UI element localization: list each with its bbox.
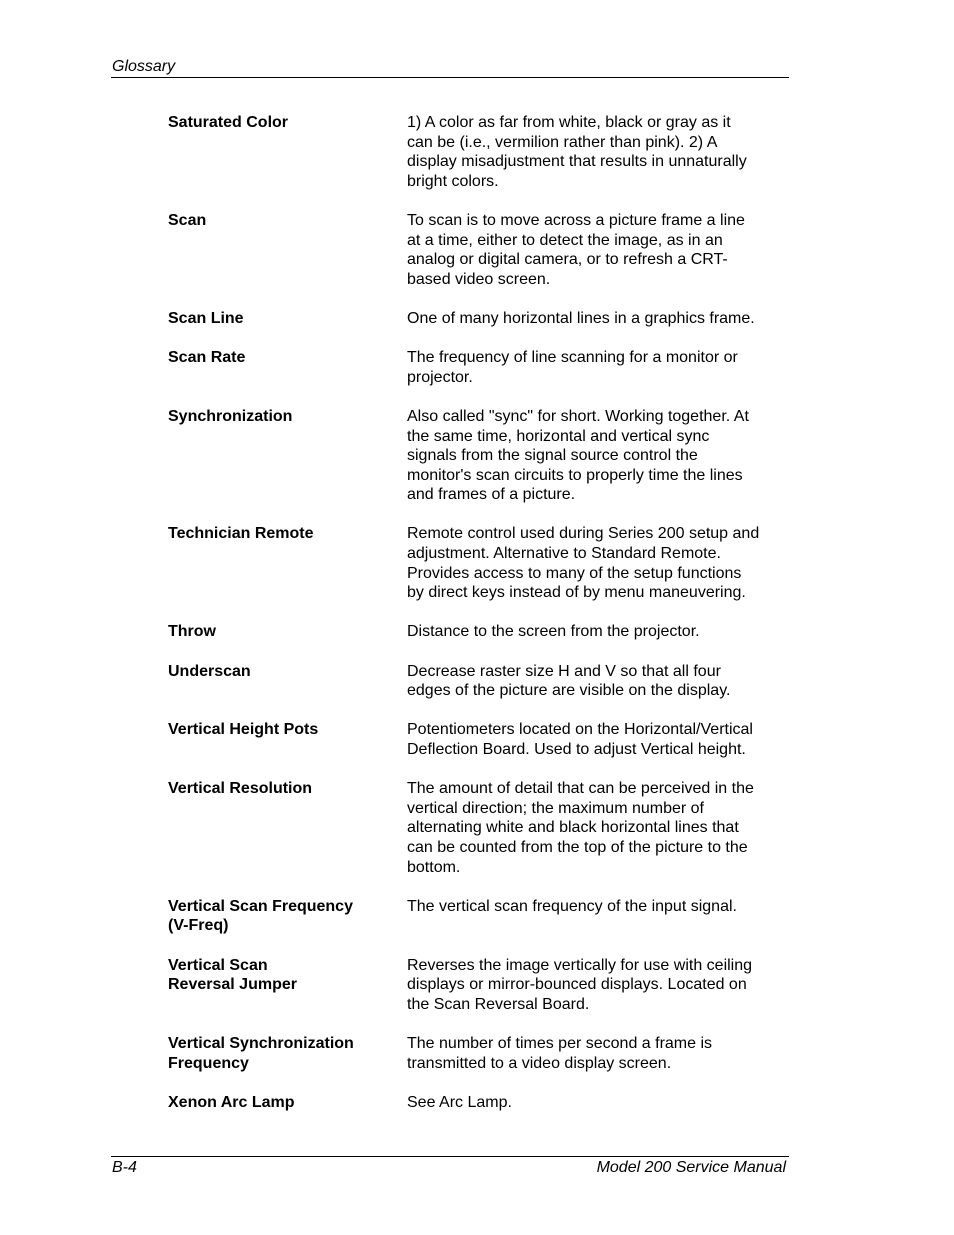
glossary-term: Scan Line bbox=[168, 309, 244, 327]
glossary-term: Vertical Scan Frequency (V-Freq) bbox=[168, 897, 353, 935]
glossary-definition: The amount of detail that can be perceived in the vertical direction; the maximum number of alternating white and black horizontal lines that can be counted from the top of the picture to the bottom. bbox=[407, 780, 754, 876]
glossary-entry bbox=[168, 309, 790, 329]
glossary-entry bbox=[168, 956, 790, 1015]
glossary-definition: Reverses the image vertically for use with ceiling displays or mirror-bounced displays. Located on the Scan Reversal Board. bbox=[407, 956, 753, 1013]
header-divider bbox=[111, 77, 789, 78]
page-number: B-4 bbox=[112, 1159, 137, 1176]
glossary-entry bbox=[168, 407, 790, 505]
glossary-term: Saturated Color bbox=[168, 114, 289, 131]
glossary-term: Vertical Synchronization Frequency bbox=[168, 1034, 354, 1072]
glossary-definition: See Arc Lamp. bbox=[407, 1093, 512, 1111]
glossary-term: Vertical Resolution bbox=[168, 780, 313, 798]
glossary-term: Synchronization bbox=[168, 407, 293, 425]
glossary-term: Vertical Height Pots bbox=[168, 721, 319, 739]
glossary-definition: Also called "sync" for short. Working together. At the same time, horizontal and vertical sync signals from the signal source control the monitor's scan circuits to properly time the lines and frames of a picture. bbox=[407, 407, 749, 504]
glossary-term: Xenon Arc Lamp bbox=[168, 1093, 295, 1111]
glossary-definition: Distance to the screen from the projector. bbox=[407, 623, 700, 641]
glossary-definition: The frequency of line scanning for a monitor or projector. bbox=[407, 349, 738, 386]
glossary-definition: The vertical scan frequency of the input signal. bbox=[407, 897, 737, 915]
glossary-definition: The number of times per second a frame is transmitted to a video display screen. bbox=[407, 1034, 713, 1072]
glossary-definition: To scan is to move across a picture frame a line at a time, either to detect the image, as in an analog or digital camera, or to refresh a CRT- based video screen. bbox=[407, 211, 745, 288]
glossary-definition: 1) A color as far from white, black or gray as it can be (i.e., vermilion rather than pink). 2) A display misadjustment that results in unnaturally bright colors. bbox=[407, 114, 747, 190]
glossary-entry bbox=[168, 779, 790, 877]
glossary-entry bbox=[168, 1034, 790, 1073]
glossary-term: Technician Remote bbox=[168, 525, 314, 543]
page-header-title: Glossary bbox=[112, 58, 176, 75]
glossary-entry bbox=[168, 1093, 790, 1113]
glossary-list bbox=[168, 113, 790, 1132]
glossary-entry bbox=[168, 720, 790, 759]
glossary-term: Throw bbox=[168, 623, 216, 641]
footer-divider bbox=[111, 1156, 789, 1157]
glossary-definition: One of many horizontal lines in a graphics frame. bbox=[407, 309, 755, 327]
glossary-entry bbox=[168, 524, 790, 602]
glossary-term: Scan bbox=[168, 211, 207, 229]
glossary-term: Vertical Scan Reversal Jumper bbox=[168, 956, 297, 994]
glossary-entry bbox=[168, 113, 790, 191]
glossary-entry bbox=[168, 348, 790, 387]
glossary-entry bbox=[168, 662, 790, 701]
glossary-definition: Decrease raster size H and V so that all four edges of the picture are visible on the display. bbox=[407, 662, 731, 700]
glossary-term: Underscan bbox=[168, 662, 251, 680]
glossary-entry bbox=[168, 211, 790, 289]
manual-title: Model 200 Service Manual bbox=[596, 1159, 786, 1176]
glossary-entry bbox=[168, 622, 790, 642]
glossary-definition: Remote control used during Series 200 setup and adjustment. Alternative to Standard Remote. Provides access to many of the setup functions by direct keys instead of by menu maneuvering. bbox=[407, 525, 760, 602]
glossary-term: Scan Rate bbox=[168, 349, 246, 367]
glossary-entry bbox=[168, 897, 790, 936]
glossary-definition: Potentiometers located on the Horizontal/Vertical Deflection Board. Used to adjust Vertical height. bbox=[407, 721, 753, 758]
